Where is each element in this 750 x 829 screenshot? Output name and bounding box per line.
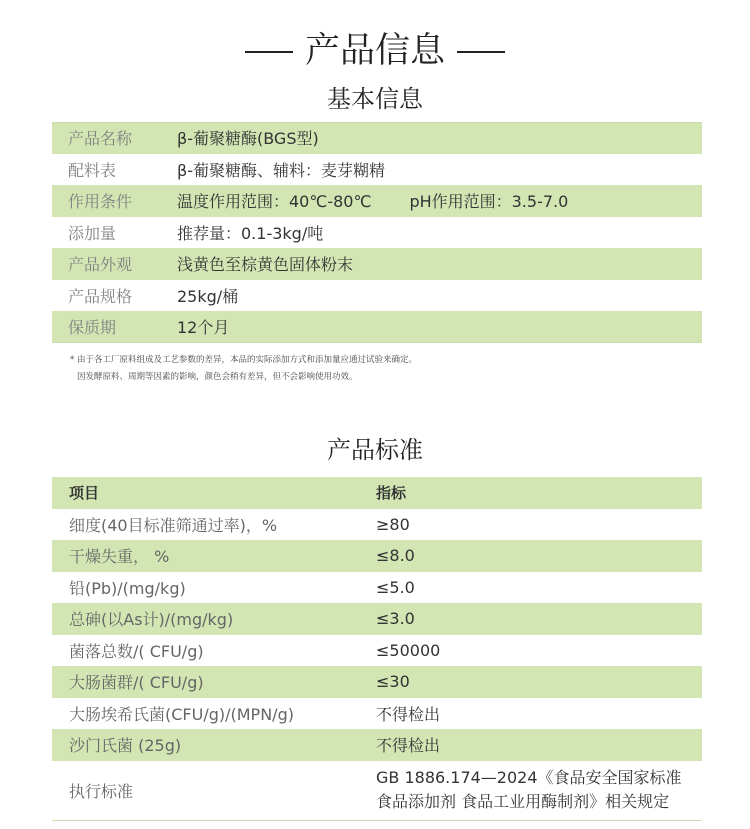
- exec-standard-value: [376, 766, 682, 814]
- row-index: ≤8.0: [376, 546, 415, 566]
- standard-title: 产品标准: [327, 436, 423, 464]
- row-item: 总砷(以As计)/(mg/kg): [69, 610, 234, 630]
- basic-info-title: 基本信息: [327, 85, 423, 113]
- info-row: [52, 248, 702, 280]
- temperature-range: 温度作用范围：40℃-80℃: [177, 192, 372, 212]
- title-dash-right: [457, 51, 505, 53]
- info-key: 作用条件: [68, 192, 133, 212]
- table-header: [52, 477, 702, 509]
- table-row: [52, 635, 702, 667]
- table-row: [52, 729, 702, 761]
- header-item: 项目: [69, 484, 100, 503]
- info-value: 12个月: [177, 318, 230, 338]
- footnote-line-1: * 由于各工厂原料组成及工艺参数的差异，本品的实际添加方式和添加量应通过试验来确定。: [70, 355, 417, 365]
- table-row: [52, 603, 702, 635]
- exec-standard-line-1: GB 1886.174—2024《食品安全国家标准: [376, 768, 682, 787]
- row-index: ≤3.0: [376, 609, 415, 629]
- info-row: [52, 154, 702, 186]
- info-key: 配料表: [68, 160, 117, 180]
- row-index: ≥80: [376, 514, 410, 534]
- info-key: 产品名称: [68, 129, 133, 149]
- footnote: [70, 352, 417, 386]
- info-row: [52, 122, 702, 154]
- divider: [52, 820, 702, 821]
- row-item: 菌落总数/( CFU/g): [69, 641, 204, 661]
- row-index: 不得检出: [376, 736, 441, 756]
- info-key: 产品规格: [68, 286, 133, 306]
- row-index: ≤30: [376, 672, 410, 692]
- info-value: 推荐量：0.1-3kg/吨: [177, 223, 324, 243]
- row-index: ≤5.0: [376, 577, 415, 597]
- row-item: 沙门氏菌 (25g): [69, 736, 182, 756]
- info-value: β-葡聚糖酶、辅料：麦芽糊精: [177, 160, 385, 180]
- divider: [52, 122, 702, 123]
- info-key: 保质期: [68, 318, 117, 338]
- page-title-text: 产品信息: [304, 31, 445, 71]
- page-title: [0, 28, 750, 74]
- row-item: 大肠埃希氏菌(CFU/g)/(MPN/g): [69, 704, 294, 724]
- footnote-line-2: 因发酵原料、周期等因素的影响，颜色会稍有差异，但不会影响使用功效。: [77, 372, 358, 382]
- row-item: 干燥失重， %: [69, 547, 170, 567]
- title-dash-left: [245, 51, 293, 53]
- info-row: [52, 217, 702, 249]
- info-value: 25kg/桶: [177, 286, 239, 306]
- row-item: 大肠菌群/( CFU/g): [69, 673, 204, 693]
- row-index: 不得检出: [376, 704, 441, 724]
- info-row: [52, 311, 702, 343]
- basic-info-table: [52, 122, 702, 343]
- info-row: [52, 280, 702, 312]
- info-value: β-葡聚糖酶(BGS型): [177, 129, 319, 149]
- row-item: 执行标准: [69, 781, 134, 801]
- row-item: 铅(Pb)/(mg/kg): [69, 578, 186, 598]
- exec-standard-line-2: 食品添加剂 食品工业用酶制剂》相关规定: [376, 792, 670, 811]
- info-row: [52, 185, 702, 217]
- divider: [52, 342, 702, 343]
- header-index: 指标: [376, 484, 407, 503]
- table-row: [52, 698, 702, 730]
- info-value: [177, 189, 568, 212]
- table-row: [52, 540, 702, 572]
- row-index: ≤50000: [376, 640, 441, 660]
- table-row: [52, 572, 702, 604]
- standard-table: [52, 477, 702, 820]
- table-row-exec-standard: [52, 761, 702, 820]
- row-item: 细度(40目标准筛通过率)，%: [69, 515, 278, 535]
- ph-range: pH作用范围：3.5-7.0: [409, 192, 569, 212]
- info-key: 添加量: [68, 223, 117, 243]
- table-row: [52, 509, 702, 541]
- table-row: [52, 666, 702, 698]
- info-value: 浅黄色至棕黄色固体粉末: [177, 255, 354, 275]
- info-key: 产品外观: [68, 255, 133, 275]
